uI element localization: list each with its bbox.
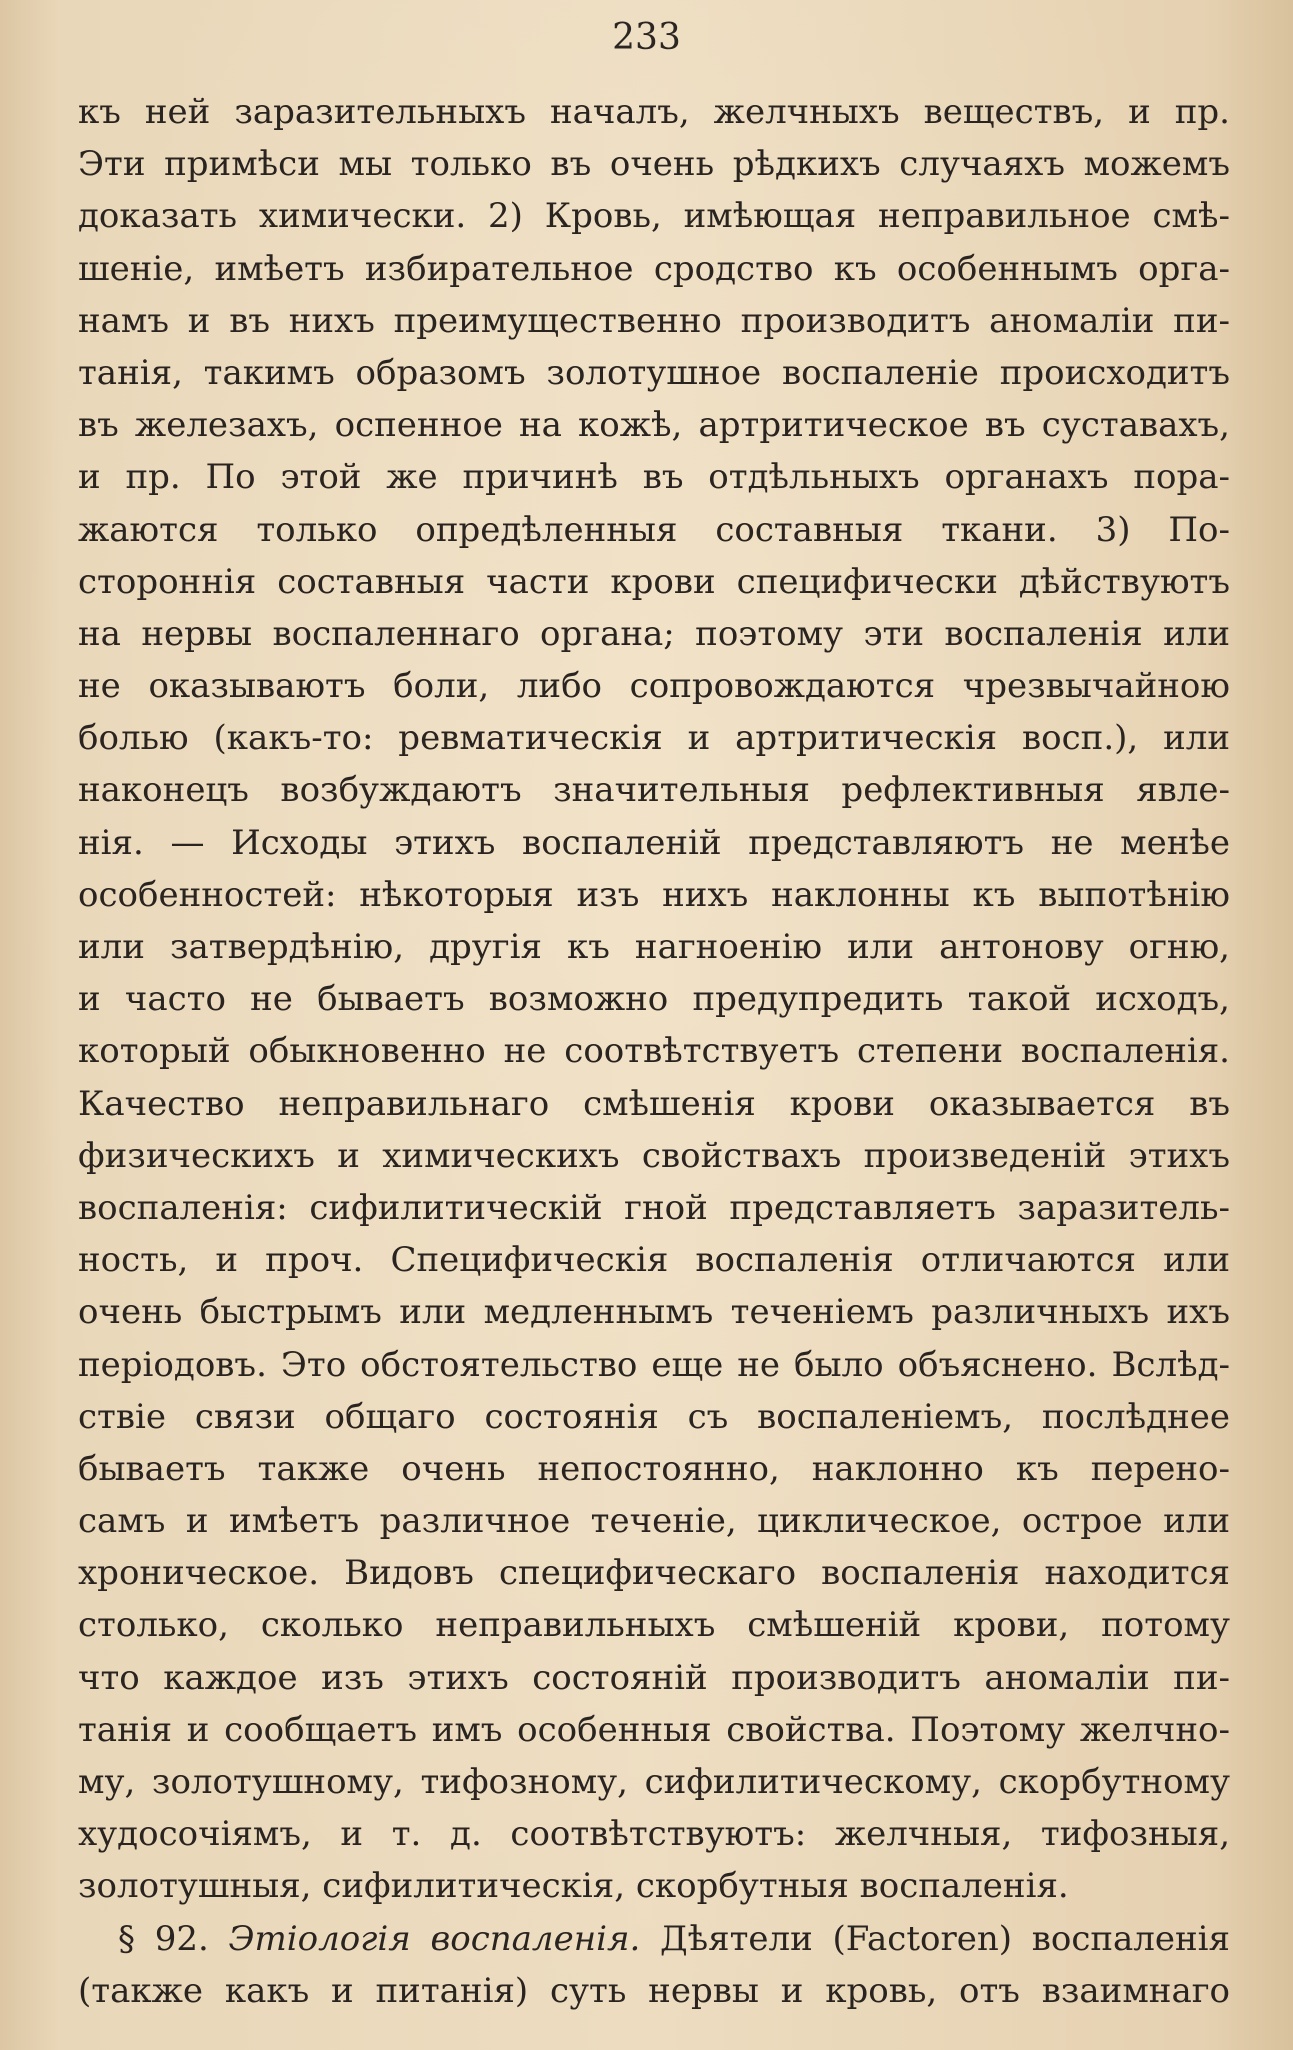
text-line: не оказываютъ боли, либо сопровождаются чрезвычайною [78, 666, 1230, 707]
text-line: въ железахъ, оспенное на кожѣ, артритическое въ суставахъ, [78, 405, 1230, 446]
text-line: ность, и проч. Специфическія воспаленія отличаются или [78, 1240, 1230, 1281]
text-line: (также какъ и питанія) суть нервы и кровь, отъ взаимнаго [78, 1970, 1230, 2011]
text-line: бываетъ также очень непостоянно, наклонно къ перено- [78, 1448, 1230, 1489]
section-title: Этіологія воспаленія. [228, 1918, 641, 1959]
text-line: очень быстрымъ или медленнымъ теченіемъ различныхъ ихъ [78, 1292, 1230, 1333]
text-block [78, 86, 1230, 2017]
section-heading-line [78, 1913, 1230, 1965]
text-line: Качество неправильнаго смѣшенія крови оказывается въ [78, 1083, 1230, 1124]
section-heading-rest: Дѣятели (Factoren) воспаленія [660, 1918, 1230, 1959]
text-line: самъ и имѣетъ различное теченіе, циклическое, острое или [78, 1501, 1230, 1542]
text-line: или затвердѣнію, другія къ нагноенію или антонову огню, [78, 927, 1230, 967]
text-line: который обыкновенно не соотвѣтствуетъ степени воспаленія. [78, 1031, 1230, 1072]
text-line: физическихъ и химическихъ свойствахъ произведеній этихъ [78, 1135, 1230, 1176]
text-line: особенностей: нѣкоторыя изъ нихъ наклонны къ выпотѣнію [78, 874, 1230, 915]
text-line: хроническое. Видовъ специфическаго воспаленія находится [78, 1553, 1230, 1594]
page-number: 233 [612, 17, 681, 58]
text-line: шеніе, имѣетъ избирательное сродство къ особеннымъ орга- [78, 248, 1230, 289]
text-line: стороннія составныя части крови специфически дѣйствуютъ [78, 561, 1230, 602]
text-line: танія, такимъ образомъ золотушное воспаленіе происходитъ [78, 352, 1230, 393]
text-line: нія. — Исходы этихъ воспаленій представляютъ не менѣе [78, 822, 1230, 863]
text-line: намъ и въ нихъ преимущественно производитъ аномаліи пи- [78, 300, 1230, 341]
text-line: танія и сообщаетъ имъ особенныя свойства. Поэтому желчно- [78, 1709, 1230, 1750]
text-line: къ ней заразительныхъ началъ, желчныхъ веществъ, и пр. [78, 92, 1230, 132]
text-line: жаются только опредѣленныя составныя ткани. 3) По- [78, 509, 1230, 550]
text-line: доказать химически. 2) Кровь, имѣющая неправильное смѣ- [78, 196, 1230, 237]
text-line: что каждое изъ этихъ состояній производитъ аномаліи пи- [78, 1657, 1230, 1698]
text-line: столько, сколько неправильныхъ смѣшеній крови, потому [78, 1605, 1230, 1646]
text-line: золотушныя, сифилитическія, скорбутныя воспаленія. [78, 1866, 1069, 1907]
text-line: наконецъ возбуждаютъ значительныя рефлективныя явле- [78, 770, 1230, 811]
paragraph-2 [78, 1913, 1230, 2017]
paragraph-1 [78, 86, 1230, 1913]
text-line: и пр. По этой же причинѣ въ отдѣльныхъ органахъ пора- [78, 457, 1230, 498]
text-line: періодовъ. Это обстоятельство еще не было объяснено. Вслѣд- [78, 1344, 1230, 1385]
text-line: болью (какъ-то: ревматическія и артритическія восп.), или [78, 718, 1230, 759]
text-line: худосочіямъ, и т. д. соотвѣтствуютъ: желчныя, тифозныя, [78, 1814, 1230, 1855]
section-mark: § 92. [118, 1918, 209, 1959]
text-line: и часто не бываетъ возможно предупредить такой исходъ, [78, 979, 1230, 1020]
text-line: ствіе связи общаго состоянія съ воспаленіемъ, послѣднее [78, 1396, 1230, 1437]
text-line: Эти примѣси мы только въ очень рѣдкихъ случаяхъ можемъ [78, 144, 1230, 185]
text-line: му, золотушному, тифозному, сифилитическому, скорбутному [78, 1762, 1230, 1802]
text-line: на нервы воспаленнаго органа; поэтому эти воспаленія или [78, 613, 1230, 654]
text-line: воспаленія: сифилитическій гной представляетъ заразитель- [78, 1187, 1230, 1228]
